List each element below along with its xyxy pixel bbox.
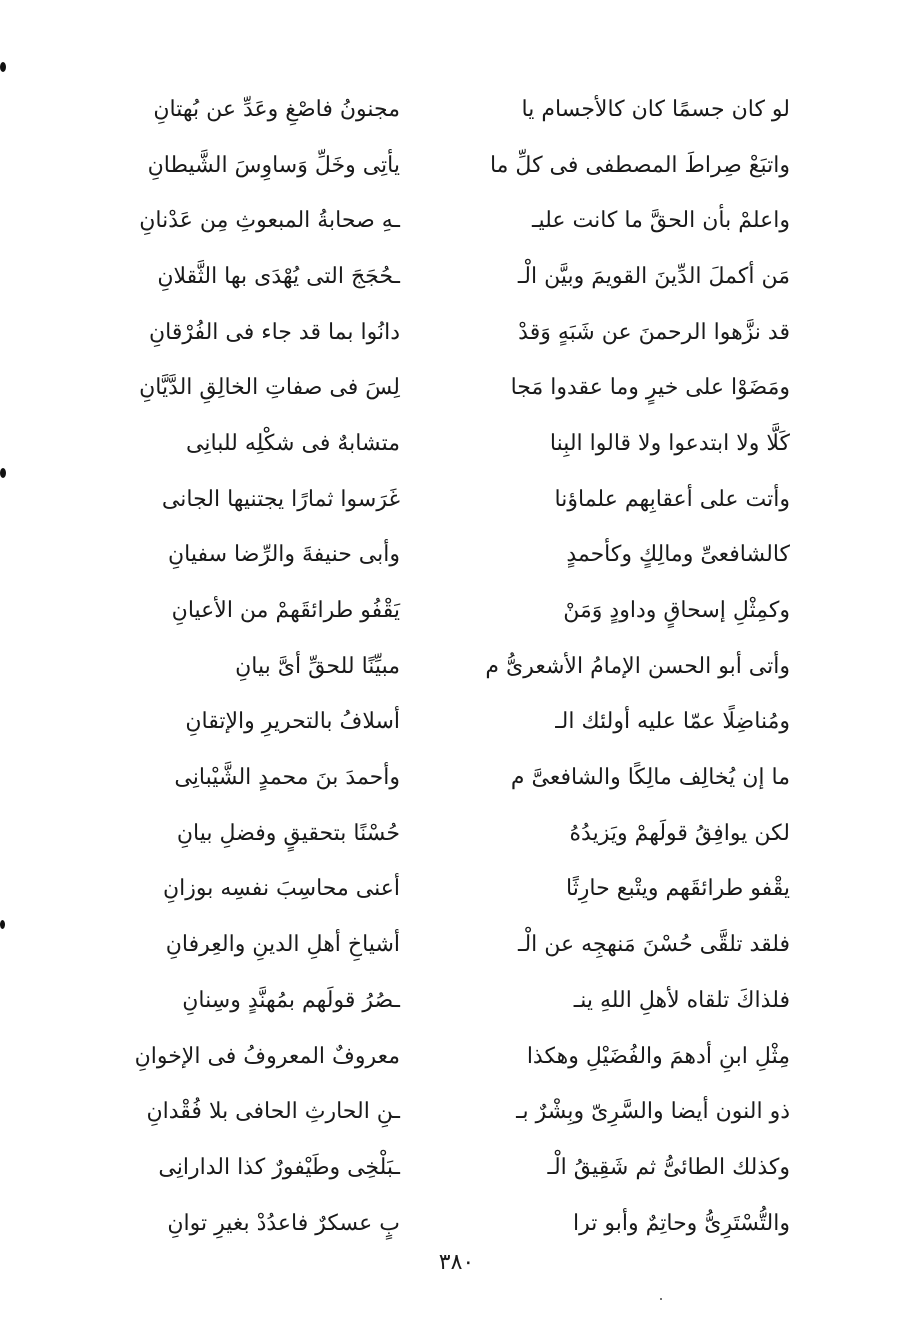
verse-line bbox=[100, 305, 790, 361]
verse-second-hemistich: متشابهٌ فى شكْلِه للبانِى bbox=[186, 430, 400, 456]
verse-line bbox=[100, 583, 790, 639]
verse-first-hemistich: ذو النون أيضا والسَّرِىّ وبِشْرٌ بـ bbox=[516, 1099, 790, 1125]
verse-line bbox=[100, 249, 790, 305]
scan-mark-dot bbox=[0, 468, 6, 478]
verse-line bbox=[100, 528, 790, 584]
verse-second-hemistich: ـنِ الحارثِ الحافى بلا فُقْدانِ bbox=[146, 1099, 400, 1125]
verse-first-hemistich: لو كان جسمًا كان كالأجسام يا bbox=[521, 96, 790, 122]
verse-first-hemistich: وأتت على أعقابِهم علماؤنا bbox=[554, 486, 790, 512]
verse-line bbox=[100, 1140, 790, 1196]
verse-second-hemistich: يَقْفُو طرائقَهمْ من الأعيانِ bbox=[171, 598, 400, 624]
verse-first-hemistich: فلذاكَ تلقاه لأهلِ اللهِ ينـ bbox=[573, 987, 790, 1013]
verse-line bbox=[100, 750, 790, 806]
verse-first-hemistich: ما إن يُخالِف مالِكًا والشافعىَّ م bbox=[510, 765, 790, 791]
verse-second-hemistich: مجنونُ فاصْغِ وعَدِّ عن بُهتانِ bbox=[153, 96, 400, 122]
verse-second-hemistich: غَرَسوا ثمارًا يجتنيها الجانى bbox=[161, 486, 400, 512]
verse-second-hemistich: لِسَ فى صفاتِ الخالِقِ الدَّيَّانِ bbox=[139, 375, 400, 401]
poem-block bbox=[100, 82, 790, 1251]
verse-second-hemistich: أعنى محاسِبَ نفسِه بوزانِ bbox=[163, 876, 400, 902]
verse-line bbox=[100, 193, 790, 249]
verse-first-hemistich: واعلمْ بأن الحقَّ ما كانت عليـ bbox=[532, 208, 790, 234]
scan-speck bbox=[660, 1298, 662, 1300]
verse-second-hemistich: حُسْنًا بتحقيقٍ وفضلِ بيانِ bbox=[176, 820, 400, 846]
verse-second-hemistich: وأحمدَ بنَ محمدٍ الشَّيْبانِى bbox=[174, 765, 400, 791]
verse-second-hemistich: مبيِّنًا للحقِّ أىَّ بيانِ bbox=[235, 653, 400, 679]
verse-first-hemistich: مَن أكملَ الدِّينَ القويمَ وبيَّن الْـ bbox=[517, 263, 790, 289]
verse-line bbox=[100, 472, 790, 528]
verse-line bbox=[100, 862, 790, 918]
verse-first-hemistich: ومُناضِلًا عمّا عليه أولئك الـ bbox=[555, 709, 790, 735]
verse-line bbox=[100, 806, 790, 862]
verse-line bbox=[100, 639, 790, 695]
verse-first-hemistich: مِثْلِ ابنِ أدهمَ والفُضَيْلِ وهكذا bbox=[526, 1043, 790, 1069]
verse-line bbox=[100, 917, 790, 973]
verse-first-hemistich: وكمِثْلِ إسحاقٍ وداودٍ وَمَنْ bbox=[563, 598, 790, 624]
verse-second-hemistich: أسلافُ بالتحريرِ والإتقانِ bbox=[185, 709, 400, 735]
verse-first-hemistich: يقْفو طرائقَهم ويتْبع حارِثًا bbox=[565, 876, 790, 902]
verse-first-hemistich: وكذلك الطائىُّ ثم شَقِيقُ الْـ bbox=[547, 1154, 790, 1180]
verse-first-hemistich: قد نزَّهوا الرحمنَ عن شَبَهٍ وَقدْ bbox=[518, 319, 790, 345]
verse-line bbox=[100, 1029, 790, 1085]
verse-first-hemistich: كَلَّا ولا ابتدعوا ولا قالوا البِنا bbox=[549, 430, 790, 456]
verse-second-hemistich: ـحُجَجَ التى يُهْدَى بها الثَّقلانِ bbox=[157, 263, 400, 289]
verse-first-hemistich: ومَضَوْا على خيرٍ وما عقدوا مَجا bbox=[510, 375, 790, 401]
verse-second-hemistich: وأبى حنيفةَ والرِّضا سفيانِ bbox=[168, 542, 400, 568]
verse-line bbox=[100, 82, 790, 138]
verse-second-hemistich: أشياخِ أهلِ الدينِ والعِرفانِ bbox=[165, 932, 400, 958]
verse-second-hemistich: ـبَلْخِى وطَيْفورٌ كذا الدارانِى bbox=[158, 1154, 400, 1180]
verse-line bbox=[100, 1196, 790, 1252]
verse-line bbox=[100, 416, 790, 472]
verse-line bbox=[100, 1084, 790, 1140]
page-number: ٣٨٠ bbox=[438, 1250, 475, 1275]
verse-first-hemistich: لكن يوافِقُ قولَهمْ ويَزيدُهُ bbox=[569, 820, 790, 846]
verse-line bbox=[100, 973, 790, 1029]
scan-mark-dot bbox=[0, 920, 5, 929]
verse-second-hemistich: بٍ عسكرٌ فاعدُدْ بغيرِ توانِ bbox=[167, 1210, 400, 1236]
verse-second-hemistich: معروفٌ المعروفُ فى الإخوانِ bbox=[134, 1043, 400, 1069]
verse-second-hemistich: دانُوا بما قد جاء فى الفُرْقانِ bbox=[148, 319, 400, 345]
verse-first-hemistich: واتبَعْ صِراطَ المصطفى فى كلِّ ما bbox=[489, 152, 790, 178]
verse-second-hemistich: يأتِى وخَلِّ وَساوِسَ الشَّيطانِ bbox=[147, 152, 400, 178]
verse-line bbox=[100, 695, 790, 751]
verse-line bbox=[100, 360, 790, 416]
verse-first-hemistich: وأتى أبو الحسن الإمامُ الأشعرىُّ م bbox=[485, 653, 790, 679]
scan-mark-dot bbox=[0, 62, 6, 72]
verse-second-hemistich: ـصُرُ قولَهم بمُهنَّدٍ وسِنانِ bbox=[182, 987, 400, 1013]
verse-first-hemistich: كالشافعىِّ ومالِكٍ وكأحمدٍ bbox=[566, 542, 790, 568]
verse-first-hemistich: والتُّسْتَرِىُّ وحاتِمٌ وأبو ترا bbox=[573, 1210, 790, 1236]
verse-second-hemistich: ـهِ صحابةُ المبعوثِ مِن عَدْنانِ bbox=[139, 208, 400, 234]
verse-line bbox=[100, 138, 790, 194]
verse-first-hemistich: فلقد تلقَّى حُسْنَ مَنهجِه عن الْـ bbox=[518, 932, 790, 958]
